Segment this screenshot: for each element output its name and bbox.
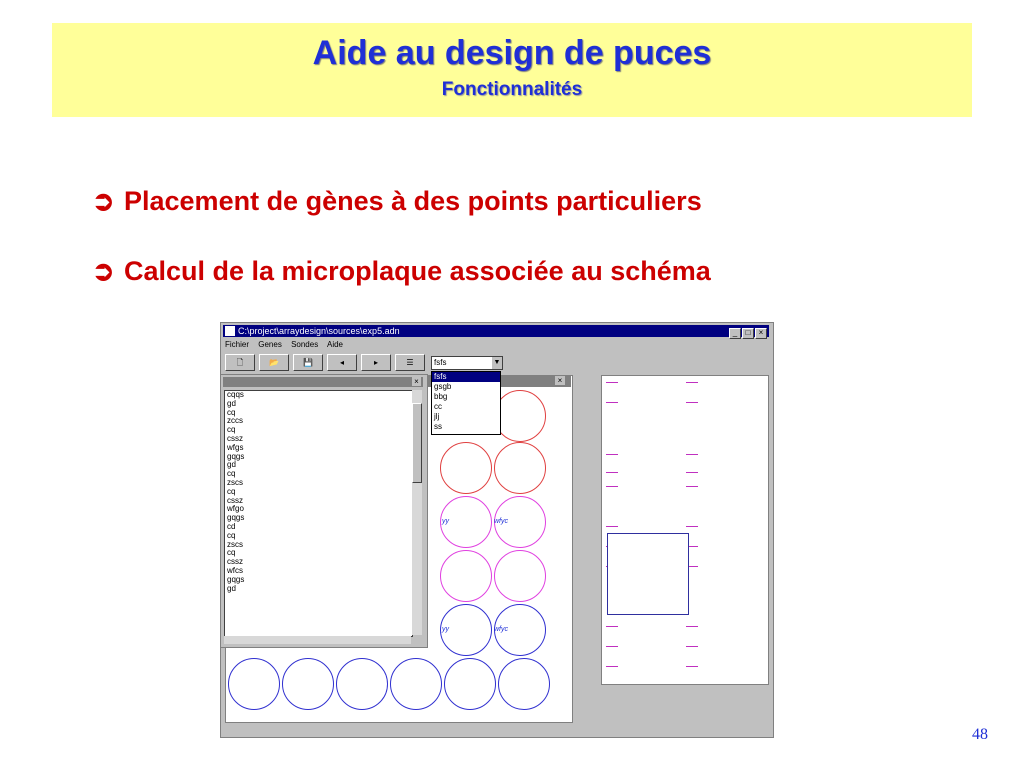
spot-circle[interactable]: [494, 390, 546, 442]
list-item[interactable]: cssz: [227, 433, 243, 443]
close-icon[interactable]: ×: [412, 377, 421, 386]
list-item[interactable]: wfgo: [227, 504, 244, 514]
probe-marker: [606, 382, 618, 383]
probe-marker: [686, 526, 698, 527]
dropdown-option[interactable]: fsfs: [432, 372, 500, 382]
app-icon: [225, 326, 235, 336]
probe-marker: [606, 402, 618, 403]
save-icon[interactable]: 💾: [293, 354, 323, 371]
probe-marker: [686, 382, 698, 383]
menu-fichier[interactable]: Fichier: [225, 340, 250, 349]
list-item[interactable]: cq: [227, 548, 236, 558]
chevron-down-icon[interactable]: ▼: [492, 357, 502, 369]
list-item[interactable]: gqgs: [227, 574, 245, 584]
list-item[interactable]: zscs: [227, 539, 243, 549]
page-number: 48: [972, 726, 988, 743]
list-item[interactable]: gd: [227, 583, 236, 593]
probe-marker: [606, 646, 618, 647]
arrow-right-icon[interactable]: ▸: [361, 354, 391, 371]
gene-combo[interactable]: [431, 356, 503, 370]
bullet-text: Placement de gènes à des points particuliers: [124, 186, 702, 216]
probe-marker: [606, 526, 618, 527]
circle-label: wfyc: [494, 518, 508, 525]
list-item[interactable]: gd: [227, 398, 236, 408]
probe-marker: [606, 454, 618, 455]
probe-marker: [686, 486, 698, 487]
combo-value: fsfs: [434, 358, 447, 367]
window-title: C:\project\arraydesign\sources\exp5.adn: [238, 326, 400, 336]
probe-marker: [686, 454, 698, 455]
bullet-calcul: [92, 256, 711, 287]
spot-circle[interactable]: [444, 658, 496, 710]
gene-list[interactable]: [224, 390, 413, 637]
new-file-icon[interactable]: 🗋: [225, 354, 255, 371]
list-item[interactable]: cq: [227, 469, 236, 479]
spot-circle[interactable]: [228, 658, 280, 710]
list-item[interactable]: gd: [227, 460, 236, 470]
arrow-bullet-icon: ➲: [92, 186, 115, 216]
minimize-button[interactable]: _: [729, 328, 741, 339]
probe-marker: [606, 486, 618, 487]
spot-circle[interactable]: [498, 658, 550, 710]
list-item[interactable]: cssz: [227, 495, 243, 505]
maximize-button[interactable]: □: [742, 328, 754, 339]
title-banner: [52, 23, 972, 117]
list-item[interactable]: cssz: [227, 557, 243, 567]
microplate-block[interactable]: [607, 533, 689, 615]
circle-label: wfyc: [494, 626, 508, 633]
slide-subtitle: Fonctionnalités: [441, 79, 583, 100]
close-icon[interactable]: ×: [555, 376, 565, 385]
list-item[interactable]: gqgs: [227, 513, 245, 523]
probe-marker: [606, 666, 618, 667]
menu-genes[interactable]: Genes: [258, 340, 282, 349]
list-item[interactable]: zccs: [227, 416, 243, 426]
dropdown-option[interactable]: ss: [434, 422, 442, 431]
dropdown-option[interactable]: cc: [434, 402, 442, 411]
spot-circle[interactable]: [440, 442, 492, 494]
spot-circle[interactable]: [336, 658, 388, 710]
window-title-bar[interactable]: [223, 325, 769, 337]
probe-marker: [686, 472, 698, 473]
open-folder-icon[interactable]: 📂: [259, 354, 289, 371]
probe-marker: [606, 472, 618, 473]
circle-label: yy: [442, 626, 449, 633]
probe-marker: [606, 626, 618, 627]
spot-circle[interactable]: [494, 442, 546, 494]
list-item[interactable]: wfcs: [227, 565, 243, 575]
spot-circle[interactable]: [282, 658, 334, 710]
list-item[interactable]: cq: [227, 530, 236, 540]
menu-bar: [225, 340, 350, 349]
dropdown-option[interactable]: bbg: [434, 392, 448, 401]
list-item[interactable]: cq: [227, 425, 236, 435]
spot-circle[interactable]: [440, 550, 492, 602]
menu-sondes[interactable]: Sondes: [291, 340, 319, 349]
horizontal-scrollbar[interactable]: [224, 636, 411, 644]
list-item[interactable]: cd: [227, 521, 236, 531]
list-item[interactable]: cqqs: [227, 390, 244, 399]
list-item[interactable]: gqgs: [227, 451, 245, 461]
probe-marker: [686, 402, 698, 403]
dropdown-option[interactable]: gsgb: [434, 382, 452, 391]
dropdown-option[interactable]: jlj: [434, 412, 440, 421]
arrow-left-icon[interactable]: ◂: [327, 354, 357, 371]
menu-aide[interactable]: Aide: [326, 340, 343, 349]
scrollbar-thumb[interactable]: [412, 403, 422, 483]
list-item[interactable]: wfgs: [227, 442, 244, 452]
close-button[interactable]: ×: [755, 328, 767, 339]
gene-list-window: [220, 374, 428, 648]
spot-circle[interactable]: [494, 550, 546, 602]
list-icon[interactable]: ☰: [395, 354, 425, 371]
microplate-view[interactable]: [601, 375, 769, 685]
bullet-placement: [92, 186, 702, 217]
slide-title: Aide au design de puces: [312, 34, 712, 72]
list-item[interactable]: cq: [227, 486, 236, 496]
probe-marker: [686, 626, 698, 627]
list-item[interactable]: cq: [227, 407, 236, 417]
circle-label: yy: [442, 518, 449, 525]
probe-marker: [686, 666, 698, 667]
list-item[interactable]: zscs: [227, 477, 243, 487]
arrow-bullet-icon: ➲: [92, 256, 115, 286]
bullet-text: Calcul de la microplaque associée au schéma: [124, 256, 711, 286]
spot-circle[interactable]: [390, 658, 442, 710]
combo-dropdown: [431, 371, 501, 435]
probe-marker: [686, 646, 698, 647]
list-title-bar[interactable]: [223, 377, 423, 387]
